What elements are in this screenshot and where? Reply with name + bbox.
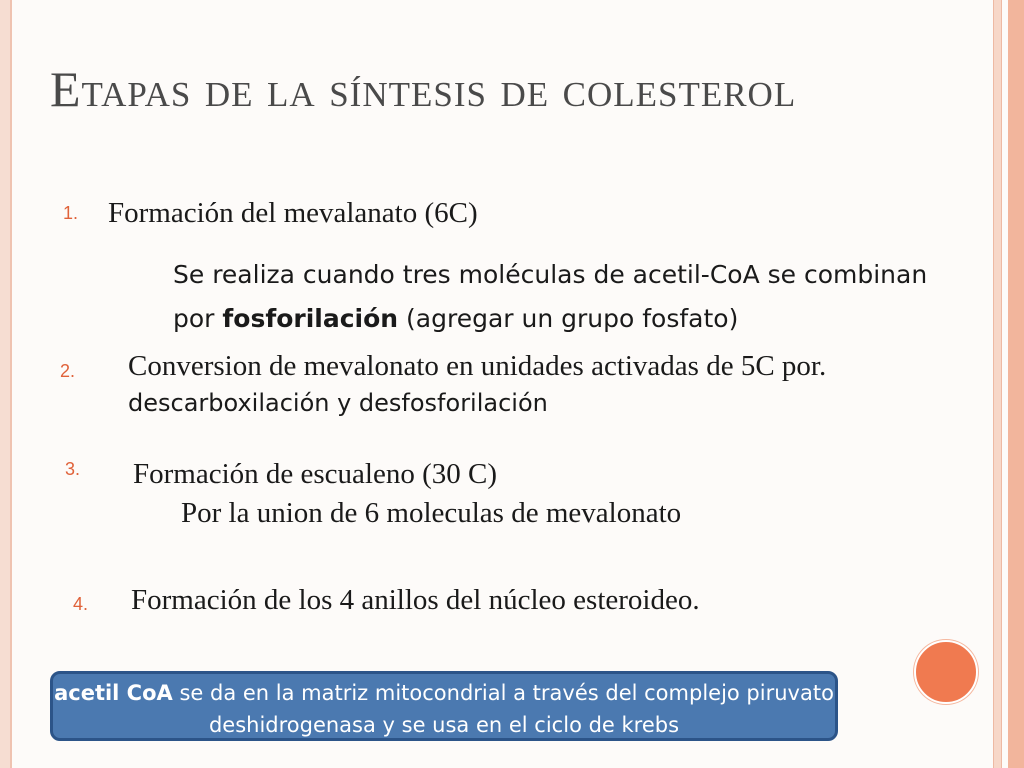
slide-title: Etapas de la síntesis de colesterol [50, 61, 797, 117]
acetil-coa-callout [50, 671, 838, 741]
step-2-heading [128, 349, 958, 421]
left-border-stripe [0, 0, 12, 768]
step-2-number: 2. [60, 361, 76, 381]
callout-text: se da en la matriz mitocondrial a través del complejo piruvato deshidrogenasa y se usa en el ciclo de krebs [172, 681, 834, 737]
step-3-subline: Por la union de 6 moleculas de mevalonato [181, 497, 682, 529]
step-3-heading: Formación de escualeno (30 C) [133, 458, 498, 490]
step-2-heading-serif: Conversion de mevalonato en unidades activadas de 5C por. [128, 350, 827, 382]
decorative-circle [914, 640, 978, 704]
step-1-description-text: Se realiza cuando tres moléculas de acetil-CoA se combinan por [173, 260, 928, 333]
step-4-number: 4. [73, 594, 89, 614]
callout-bold: acetil CoA [54, 681, 173, 705]
right-border-stripe [993, 0, 1002, 768]
step-2-heading-sans: descarboxilación y desfosforilación [128, 389, 548, 417]
step-4-heading: Formación de los 4 anillos del núcleo esteroideo. [131, 584, 700, 616]
step-1-heading: Formación del mevalanato (6C) [108, 197, 478, 229]
step-1-description-bold: fosforilación [222, 304, 399, 333]
step-1-number: 1. [63, 203, 79, 223]
step-1-description-tail: (agregar un grupo fosfato) [398, 304, 739, 333]
step-3-number: 3. [65, 459, 81, 479]
right-border-band [1008, 0, 1024, 768]
step-1-description [173, 253, 963, 341]
